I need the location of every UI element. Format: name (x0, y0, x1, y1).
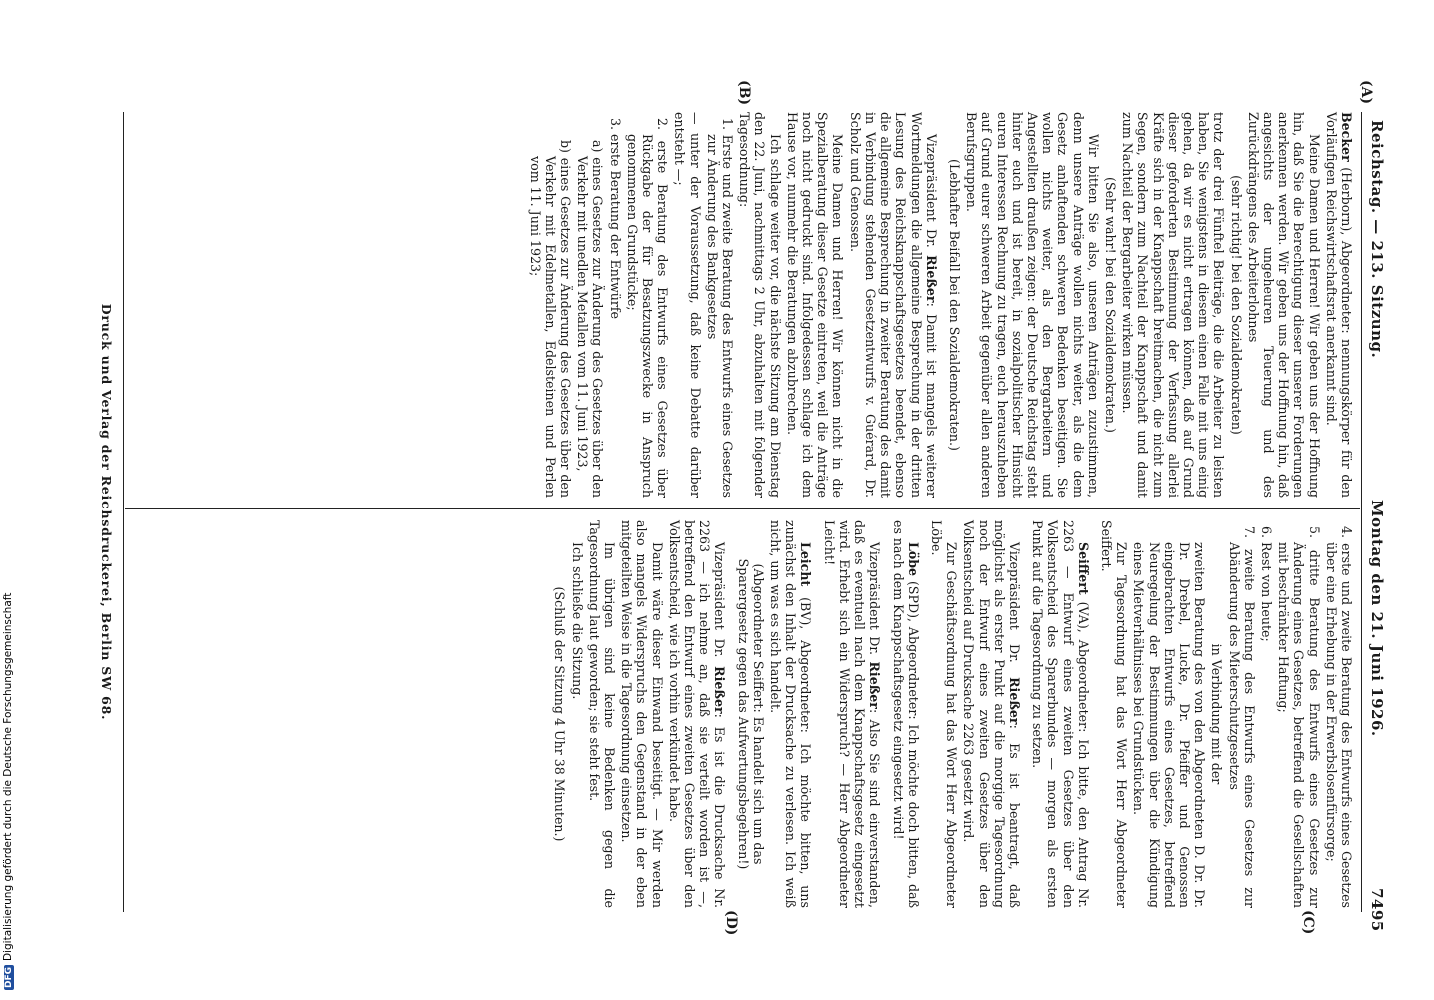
agenda-subitem: a) eines Gesetzes zur Änderung des Gesetzes über den Verkehr mit unedlen Metallen vom 11. Juni 1923, (575, 140, 606, 498)
agenda-item: 4. erste und zweite Beratung des Entwurfs eines Gesetzes über eine Erhebung in der Erwerbslosenfürsorge; (1323, 526, 1354, 908)
para-vizepraesident (961, 520, 1022, 908)
digitization-text-wrapper (2, 10, 16, 990)
agenda-item: 7. zweite Beratung des Entwurfs eines Gesetzes zur Abänderung des Mieterschutzgesetzes (1226, 526, 1257, 908)
speaker-title: Vizepräsident Dr. (867, 542, 883, 662)
para-text: (Herborn), Abgeordneter: nennungskörper für den Vorläufigen Reichswirtschaftsrat anerkannt sind. (1323, 112, 1354, 498)
speaker-title: Vizepräsident Dr. (923, 134, 939, 256)
digitization-note (2, 10, 16, 990)
speaker-name: Seiffert (1075, 542, 1091, 595)
paragraph: Zur Geschäftsordnung hat das Wort Herr Abgeordneter Löbe. (928, 520, 960, 908)
paragraph: Damit wäre dieser Einwand beseitigt. — Mir werden also mangels Widerspruchs den Gegenstand in der eben mitgeteilten Weise in die Tagesordnung einsetzen. (619, 520, 665, 908)
paragraph: Meine Damen und Herren! Wir geben uns der Hoffnung hin, daß Sie die Berechtigung dieser unserer Forderungen anerkennen werden. Wir geben uns der Hoffnung hin, daß angesichts der ungeheuren Teuerung und des Zurückdrängens des Arbeiterlohnes (1245, 112, 1322, 498)
margin-mark-a: (A) (1358, 80, 1374, 105)
session-end-note: (Schluß der Sitzung 4 Uhr 38 Minuten.) (552, 586, 568, 842)
para-vizepraesident (848, 112, 939, 498)
digitization-text: Digitalisierung gefördert durch die Deutsche Forschungsgemeinschaft (2, 592, 14, 961)
left-column (525, 112, 1354, 498)
page-number: 7495 (1368, 888, 1386, 932)
printer-imprint: Druck und Verlag der Reichsdruckerei, Berlin SW 68. (99, 303, 114, 721)
header-date: Montag den 21. Juni 1926. (1368, 500, 1386, 737)
para-vizepraesident (822, 520, 883, 908)
speaker-name: Rießer (923, 255, 939, 303)
paragraph: Wir bitten Sie also, unseren Anträgen zuzustimmen, denn unsere Anträge wollen nichts weiter, als die dem Gesetz anhaftenden schweren Bedenken beseitigen. Sie wollen nichts weiter, als den Bergarbeitern und Angestellten draußen zeigen: der Deutsche Reichstag steht hinter euch und ist bereit, in sozialpolitischer Hinsicht euren Interessen Rechnung zu tragen, euch herauszuheben auf Grund eurer schweren Arbeit gegenüber allen anderen Berufsgruppen. (964, 112, 1101, 498)
agenda-item: 3. erste Beratung der Entwürfe (607, 118, 623, 319)
paragraph: Meine Damen und Herren! Wir können nicht in die Spezialberatung dieser Gesetze eintreten, weil die Anträge noch nicht gedruckt sind. Infolgedessen schlage ich dem Hause vor, nunmehr die Beratungen abzubrechen. (784, 112, 846, 498)
header-rule (1361, 112, 1362, 912)
speaker-title: Vizepräsident Dr. (1006, 542, 1022, 678)
para-text: : Damit ist mangels weiterer Wortmeldungen die allgemeine Besprechung in der dritten Lesung des Reichsknappschaftsgesetzes beendet, ebenso die allgemeine Besprechung in zweiter Beratung des damit in Verbindung stehenden Gesetzentwurfs v. Guérard, Dr. Scholz und Genossen. (847, 112, 939, 498)
speaker-name: Becker (1339, 112, 1354, 162)
header-session: Reichstag. — 213. Sitzung. (1368, 120, 1386, 359)
paragraph: trotz der drei Fünftel Beiträge, die die Arbeiter zu leisten haben, Sie wenigstens in diesem einen Falle mit uns einig gehen, da wir es nicht ertragen können, daß auf Grund dieser geforderten Bestimmung der Verfassung allerlei Kräfte sich in der Knappschaft breitmachen, die nicht zum Segen, sondern zum Nachteil der Knappschaft und damit zum Nachteil der Bergarbeiter wirken müssen. (1120, 112, 1227, 498)
speaker-name: Rießer (1006, 677, 1022, 725)
margin-mark-b: (B) (736, 80, 752, 106)
para-text: : Also Sie sind einverstanden, daß es eventuell nach dem Knappschaftsgesetz eingesetzt wird. Erhebt sich ein Widerspruch? — Herr Abgeordneter Leicht! (821, 520, 883, 908)
para-vizepraesident (667, 520, 728, 908)
interjection: (sehr richtig! bei den Sozialdemokraten) (1228, 175, 1244, 435)
para-text: (BV), Abgeordneter: Ich möchte bitten, uns zunächst den Inhalt der Drucksache zu verlesen. Ich weiß nicht, um was es sich handelt. (768, 520, 814, 908)
speaker-title: Vizepräsident Dr. (712, 542, 728, 667)
speaker-name: Rießer (712, 666, 728, 714)
paragraph: Zur Tagesordnung hat das Wort Herr Abgeordneter Seiffert. (1098, 520, 1130, 908)
speaker-name: Löbe (905, 542, 921, 577)
right-column (550, 520, 1354, 908)
margin-mark-d: (D) (723, 910, 739, 936)
para-text: (SPD), Abgeordneter: Ich möchte doch bitten, daß es nach dem Knappschaftsgesetz eingesetzt wird! (890, 520, 921, 908)
agenda-item: 2. erste Beratung des Entwurfs eines Gesetzes über Rückgabe der für Besatzungszwecke in Anspruch genommenen Grundstücke; (624, 118, 671, 498)
para-text: (VA), Abgeordneter: Ich bitte, den Antrag Nr. 2263 — Entwurf eines zweiten Gesetzes über den Volksentscheid des Sparerbundes — morgen als ersten Punkt auf die Tagesordnung zu setzen. (1030, 520, 1091, 908)
interjection: (Sehr wahr! bei den Sozialdemokraten.) (1102, 177, 1118, 433)
para-loebe (890, 520, 920, 908)
agenda-item: 1. Erste und zweite Beratung des Entwurfs eines Gesetzes zur Änderung des Bankgesetzes (704, 118, 736, 498)
interjection: (Abgeordneter Seiffert: Es handelt sich um das Sparergesetz gegen das Aufwertungsbegehren!) (735, 558, 766, 870)
para-text: : Es ist die Drucksache Nr. 2263 — ich nehme an, daß sie verteilt worden ist —, betreffend den Entwurf eines zweiten Gesetzes über den Volksentscheid, wie ich vorhin verkündet habe. (666, 520, 728, 908)
para-seiffert (1030, 520, 1091, 908)
agenda-subitem: b) eines Gesetzes zur Änderung des Gesetzes über den Verkehr mit Edelmetallen, Edelsteinen und Perlen vom 11. Juni 1923; (527, 140, 574, 498)
para-text: : Es ist beantragt, daß möglichst als erster Punkt auf die morgige Tagesordnung noch der Entwurf eines zweiten Gesetzes über den Volksentscheid auf Drucksache 2263 gesetzt wird. (961, 520, 1022, 909)
para-leicht (768, 520, 814, 908)
agenda-item: 5. dritte Beratung des Entwurfs eines Gesetzes zur Änderung eines Gesetzes, betreffend die Gesellschaften mit beschränkter Haftung; (1276, 526, 1322, 908)
paragraph: Ich schließe die Sitzung. (569, 542, 585, 700)
margin-mark-c: (C) (1300, 910, 1316, 935)
agenda-note: — unter der Voraussetzung, daß keine Debatte darüber entsteht —; (672, 112, 703, 498)
para-becker (1324, 112, 1354, 498)
agenda-connector: in Verbindung mit der (1209, 643, 1225, 785)
speaker-name: Leicht (798, 542, 814, 587)
footer-rule (123, 112, 124, 912)
paragraph: Im übrigen sind keine Bedenken gegen die Tagesordnung laut geworden; sie steht fest. (586, 520, 618, 908)
dfg-logo: DFG (4, 966, 14, 988)
applause-note: (Lebhafter Beifall bei den Sozialdemokraten.) (946, 159, 962, 451)
agenda-item-continued: zweiten Beratung des von den Abgeordneten D. Dr. Dr. Dr. Drebel, Lucke, Dr. Pfeiffer und Genossen eingebrachten Entwurfs eines Gesetzes, betreffend Neuregelung der Bestimmungen über die Kündigung eines Mietverhältnisses bei Grundstücken. (1131, 542, 1208, 908)
column-divider (125, 508, 1360, 509)
speaker-name: Rießer (867, 661, 883, 709)
paragraph: Ich schlage weiter vor, die nächste Sitzung am Dienstag den 22. Juni, nachmittags 2 Uhr, abzuhalten mit folgender Tagesordnung: (737, 112, 783, 498)
agenda-item: 6. Rest von heute; (1258, 526, 1274, 642)
